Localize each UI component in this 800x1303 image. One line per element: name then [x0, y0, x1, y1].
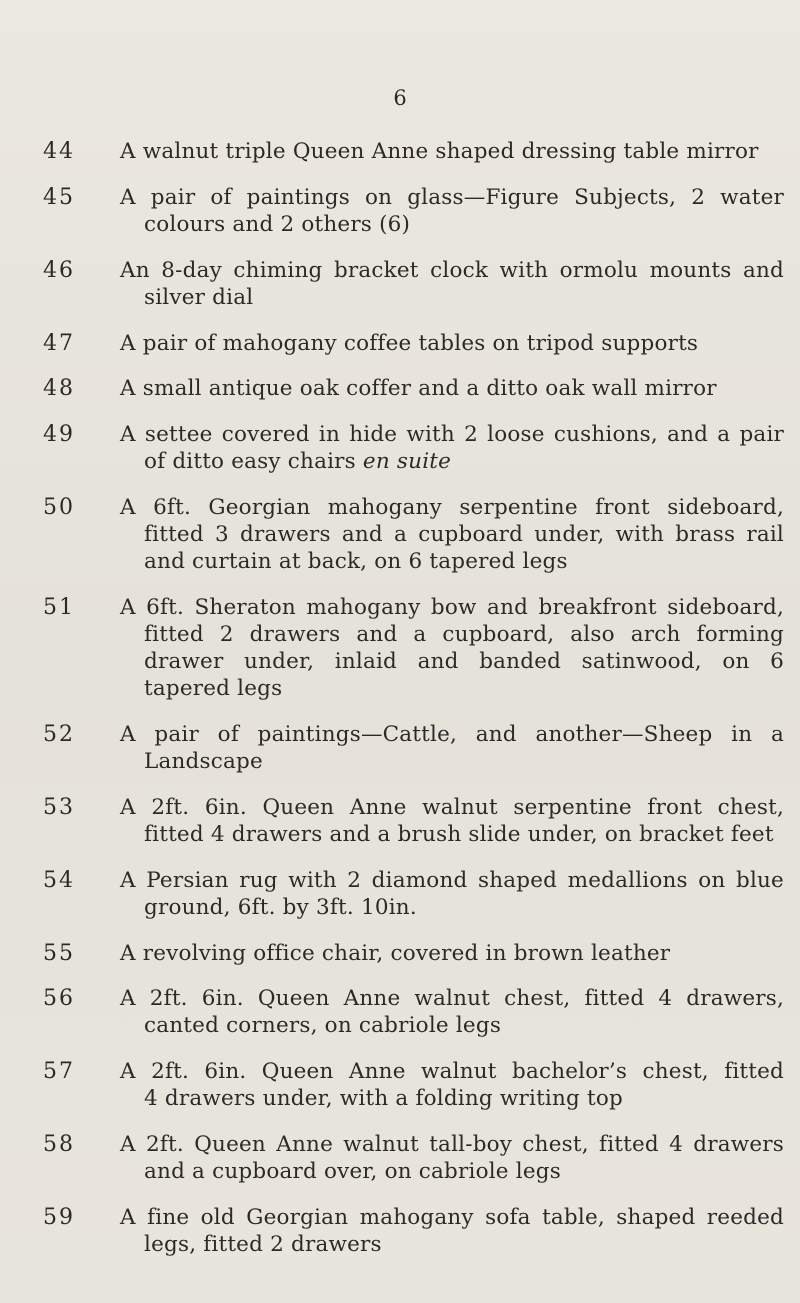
lot-number: 50: [43, 495, 75, 520]
lot-number: 51: [43, 595, 75, 620]
lot-number: 53: [43, 795, 75, 820]
lot-description: [120, 330, 784, 357]
lot-description-line: A 2ft. Queen Anne walnut tall-boy chest, fitted 4 drawers: [120, 1132, 784, 1157]
lot-number: 45: [43, 185, 75, 210]
lot-description-line: Landscape: [144, 749, 263, 774]
lot-description: [120, 985, 784, 1039]
lot-description-line: A 2ft. 6in. Queen Anne walnut bachelor’s chest, fitted: [120, 1059, 784, 1084]
lot-description: [120, 421, 784, 475]
lot-description: [120, 1058, 784, 1112]
lot-description: [120, 721, 784, 775]
lot-description-line: A revolving office chair, covered in brown leather: [120, 941, 671, 966]
lot-description: [120, 184, 784, 238]
lot-description-line: canted corners, on cabriole legs: [144, 1013, 502, 1038]
lot-description-line: ground, 6ft. by 3ft. 10in.: [144, 895, 417, 920]
lot-description-line: and a cupboard over, on cabriole legs: [144, 1159, 561, 1184]
lot-description: [120, 1204, 784, 1258]
lot-number: 52: [43, 722, 75, 747]
lot-number: 49: [43, 422, 75, 447]
lot-description-line: A walnut triple Queen Anne shaped dressing table mirror: [120, 139, 759, 164]
lot-description: [120, 867, 784, 921]
lot-description-line: legs, fitted 2 drawers: [144, 1232, 382, 1257]
lot-description-line: A small antique oak coffer and a ditto oak wall mirror: [120, 376, 717, 401]
lot-description: [120, 257, 784, 311]
lot-number: 48: [43, 376, 75, 401]
lot-number: 47: [43, 331, 75, 356]
lot-number: 58: [43, 1132, 75, 1157]
lot-description-line: 4 drawers under, with a folding writing top: [144, 1086, 623, 1111]
lot-description-line: A pair of paintings on glass—Figure Subjects, 2 water: [120, 185, 784, 210]
lot-description-line: fitted 2 drawers and a cupboard, also arch forming: [144, 622, 784, 647]
lot-description-line: A settee covered in hide with 2 loose cushions, and a pair: [120, 422, 784, 447]
lot-number: 55: [43, 941, 75, 966]
lot-description: [120, 1131, 784, 1185]
lot-description-line: drawer under, inlaid and banded satinwood, on 6: [144, 649, 784, 674]
page-number: 6: [393, 86, 407, 110]
lot-description-line: An 8-day chiming bracket clock with ormolu mounts and: [120, 258, 784, 283]
lot-description-line: A fine old Georgian mahogany sofa table, shaped reeded: [120, 1205, 784, 1230]
lot-description-line: tapered legs: [144, 676, 283, 701]
lot-description-line: A Persian rug with 2 diamond shaped medallions on blue: [120, 868, 784, 893]
lot-description: [120, 594, 784, 702]
lot-number: 59: [43, 1205, 75, 1230]
lot-description-line: A 6ft. Sheraton mahogany bow and breakfront sideboard,: [120, 595, 784, 620]
lot-number: 54: [43, 868, 75, 893]
lot-description-line: A pair of mahogany coffee tables on tripod supports: [120, 331, 699, 356]
lot-description-line: and curtain at back, on 6 tapered legs: [144, 549, 568, 574]
lot-description-line: A 2ft. 6in. Queen Anne walnut serpentine front chest,: [120, 795, 784, 820]
lot-number: 44: [43, 139, 75, 164]
lot-description-line: A pair of paintings—Cattle, and another—Sheep in a: [120, 722, 784, 747]
lot-number: 46: [43, 258, 75, 283]
lot-description: [120, 375, 784, 402]
lot-number: 56: [43, 986, 75, 1011]
lot-description-line: fitted 3 drawers and a cupboard under, with brass rail: [144, 522, 784, 547]
lot-description-line: colours and 2 others (6): [144, 212, 411, 237]
lot-description-line: A 2ft. 6in. Queen Anne walnut chest, fitted 4 drawers,: [120, 986, 784, 1011]
lot-number: 57: [43, 1059, 75, 1084]
lot-description: [120, 138, 784, 165]
lot-description-line: of ditto easy chairs en suite: [144, 449, 452, 474]
lot-description: [120, 494, 784, 575]
lot-description-line: A 6ft. Georgian mahogany serpentine front sideboard,: [120, 495, 784, 520]
lot-description-line: silver dial: [144, 285, 254, 310]
lot-description: [120, 940, 784, 967]
lot-description-line: fitted 4 drawers and a brush slide under, on bracket feet: [144, 822, 774, 847]
lot-description: [120, 794, 784, 848]
